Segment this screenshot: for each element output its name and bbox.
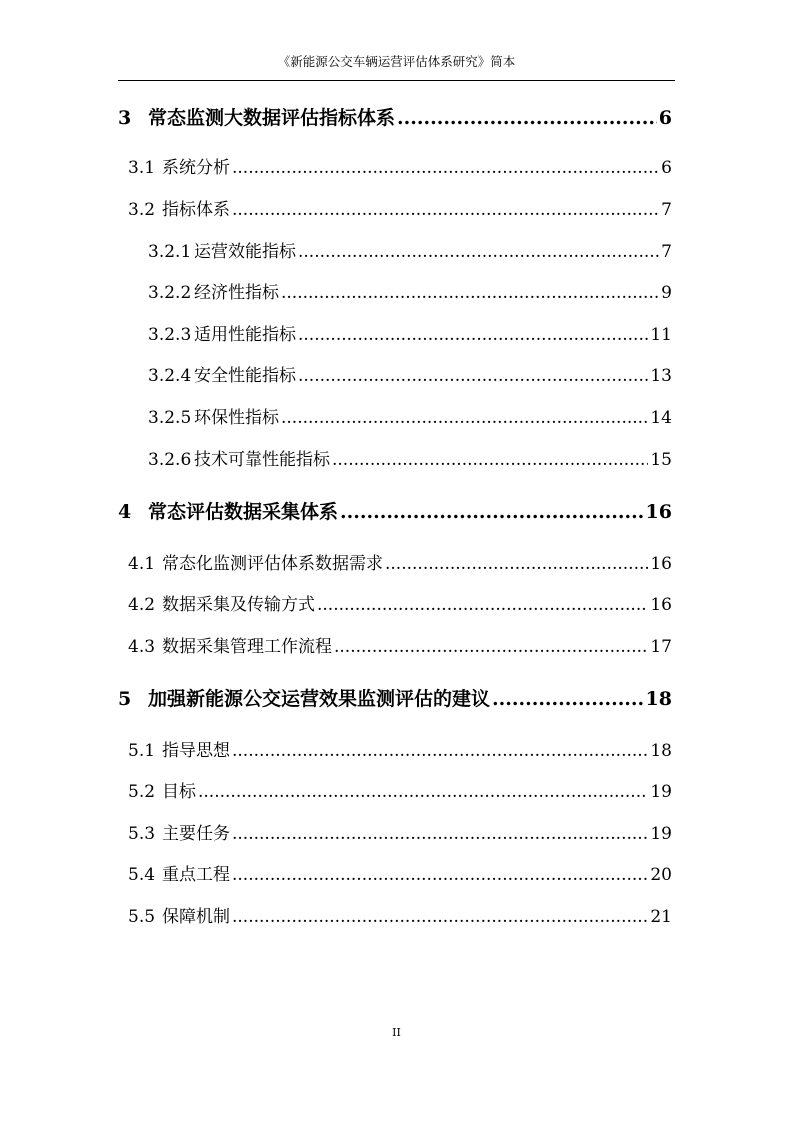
toc-entry-title: 环保性指标 [194, 408, 279, 428]
toc-entry-title: 加强新能源公交运营效果监测评估的建议 [148, 688, 491, 710]
toc-entry-title: 重点工程 [162, 865, 230, 885]
toc-leader-dots [334, 635, 648, 659]
toc-entry-page: 16 [650, 595, 672, 615]
toc-leader-dots [281, 281, 659, 305]
toc-entry-number: 3.2.5 [148, 408, 192, 428]
toc-leader-dots [298, 323, 648, 347]
toc-entry-number: 5.1 [128, 741, 156, 761]
toc-entry-title: 数据采集及传输方式 [162, 595, 315, 615]
toc-entry-5-2[interactable] [128, 780, 672, 804]
toc-entry-number: 4 [118, 501, 132, 523]
toc-entry-title: 数据采集管理工作流程 [162, 637, 332, 657]
toc-entry-title: 指导思想 [162, 741, 230, 761]
header-rule [118, 80, 675, 81]
toc-entry-page: 21 [650, 907, 672, 927]
toc-leader-dots [397, 105, 657, 131]
toc-entry-3-2-6[interactable] [148, 448, 672, 472]
toc-entry-title: 常态化监测评估体系数据需求 [162, 554, 383, 574]
toc-leader-dots [281, 406, 648, 430]
toc-entry-number: 3.2.4 [148, 366, 192, 386]
toc-entry-number: 5.2 [128, 782, 156, 802]
toc-entry-4-2[interactable] [128, 593, 672, 617]
toc-entry-number: 3.2.3 [148, 325, 192, 345]
toc-entry-page: 19 [650, 782, 672, 802]
toc-entry-3-2-3[interactable] [148, 323, 672, 347]
toc-leader-dots [232, 156, 659, 180]
toc-entry-title: 经济性指标 [194, 283, 279, 303]
toc-entry-5-4[interactable] [128, 863, 672, 887]
toc-entry-number: 3 [118, 107, 132, 129]
toc-entry-page: 19 [650, 824, 672, 844]
running-header: 《新能源公交车辆运营评估体系研究》简本 [277, 54, 516, 69]
toc-entry-3-1[interactable] [128, 156, 672, 180]
toc-entry-title: 指标体系 [162, 200, 230, 220]
toc-entry-page: 13 [650, 366, 672, 386]
toc-leader-dots [232, 822, 648, 846]
toc-entry-number: 3.2.6 [148, 450, 192, 470]
toc-entry-page: 6 [658, 107, 672, 129]
toc-leader-dots [298, 364, 648, 388]
toc-entry-page: 14 [650, 408, 672, 428]
toc-entry-number: 3.2 [128, 200, 156, 220]
toc-entry-5-1[interactable] [128, 739, 672, 763]
toc-leader-dots [317, 593, 648, 617]
toc-entry-title: 安全性能指标 [194, 366, 296, 386]
page-number: II [392, 1026, 401, 1039]
toc-entry-title: 常态监测大数据评估指标体系 [148, 107, 396, 129]
toc-entry-number: 4.3 [128, 637, 156, 657]
toc-entry-number: 4.1 [128, 554, 156, 574]
toc-entry-number: 5.3 [128, 824, 156, 844]
toc-entry-title: 主要任务 [162, 824, 230, 844]
toc-entry-page: 18 [650, 741, 672, 761]
toc-leader-dots [492, 686, 644, 712]
toc-entry-number: 4.2 [128, 595, 156, 615]
toc-entry-title: 运营效能指标 [194, 242, 296, 262]
toc-entry-3-2-1[interactable] [148, 240, 672, 264]
toc-entry-3-2[interactable] [128, 198, 672, 222]
toc-entry-4-3[interactable] [128, 635, 672, 659]
toc-leader-dots [385, 552, 648, 576]
toc-entry-title: 系统分析 [162, 158, 230, 178]
toc-leader-dots [298, 240, 659, 264]
toc-leader-dots [232, 198, 659, 222]
toc-entry-title: 保障机制 [162, 907, 230, 927]
toc-leader-dots [232, 739, 648, 763]
toc-entry-3-2-2[interactable] [148, 281, 672, 305]
toc-leader-dots [332, 448, 648, 472]
toc-entry-number: 3.1 [128, 158, 156, 178]
toc-entry-number: 3.2.2 [148, 283, 192, 303]
toc-entry-5-5[interactable] [128, 905, 672, 929]
toc-entry-page: 16 [650, 554, 672, 574]
toc-entry-title: 技术可靠性能指标 [194, 450, 330, 470]
toc-leader-dots [198, 780, 648, 804]
toc-entry-number: 3.2.1 [148, 242, 192, 262]
toc-entry-title: 常态评估数据采集体系 [148, 501, 339, 523]
toc-entry-page: 6 [661, 158, 672, 178]
toc-entry-page: 15 [650, 450, 672, 470]
toc-entry-title: 适用性能指标 [194, 325, 296, 345]
toc-entry-4-1[interactable] [128, 552, 672, 576]
toc-entry-chapter-5[interactable] [118, 686, 672, 712]
toc-entry-page: 17 [650, 637, 672, 657]
toc-entry-page: 7 [661, 242, 672, 262]
toc-entry-number: 5 [118, 688, 132, 710]
toc-entry-number: 5.5 [128, 907, 156, 927]
toc-entry-chapter-3[interactable] [118, 105, 672, 131]
toc-entry-page: 20 [650, 865, 672, 885]
toc-leader-dots [340, 499, 644, 525]
toc-entry-title: 目标 [162, 782, 196, 802]
toc-entry-page: 9 [661, 283, 672, 303]
toc-leader-dots [232, 863, 648, 887]
toc-leader-dots [232, 905, 648, 929]
toc-entry-3-2-5[interactable] [148, 406, 672, 430]
toc-entry-3-2-4[interactable] [148, 364, 672, 388]
toc-entry-chapter-4[interactable] [118, 499, 672, 525]
toc-entry-page: 16 [645, 501, 672, 523]
toc-entry-5-3[interactable] [128, 822, 672, 846]
toc-entry-page: 7 [661, 200, 672, 220]
toc-entry-page: 18 [645, 688, 672, 710]
toc-entry-page: 11 [650, 325, 672, 345]
toc-entry-number: 5.4 [128, 865, 156, 885]
